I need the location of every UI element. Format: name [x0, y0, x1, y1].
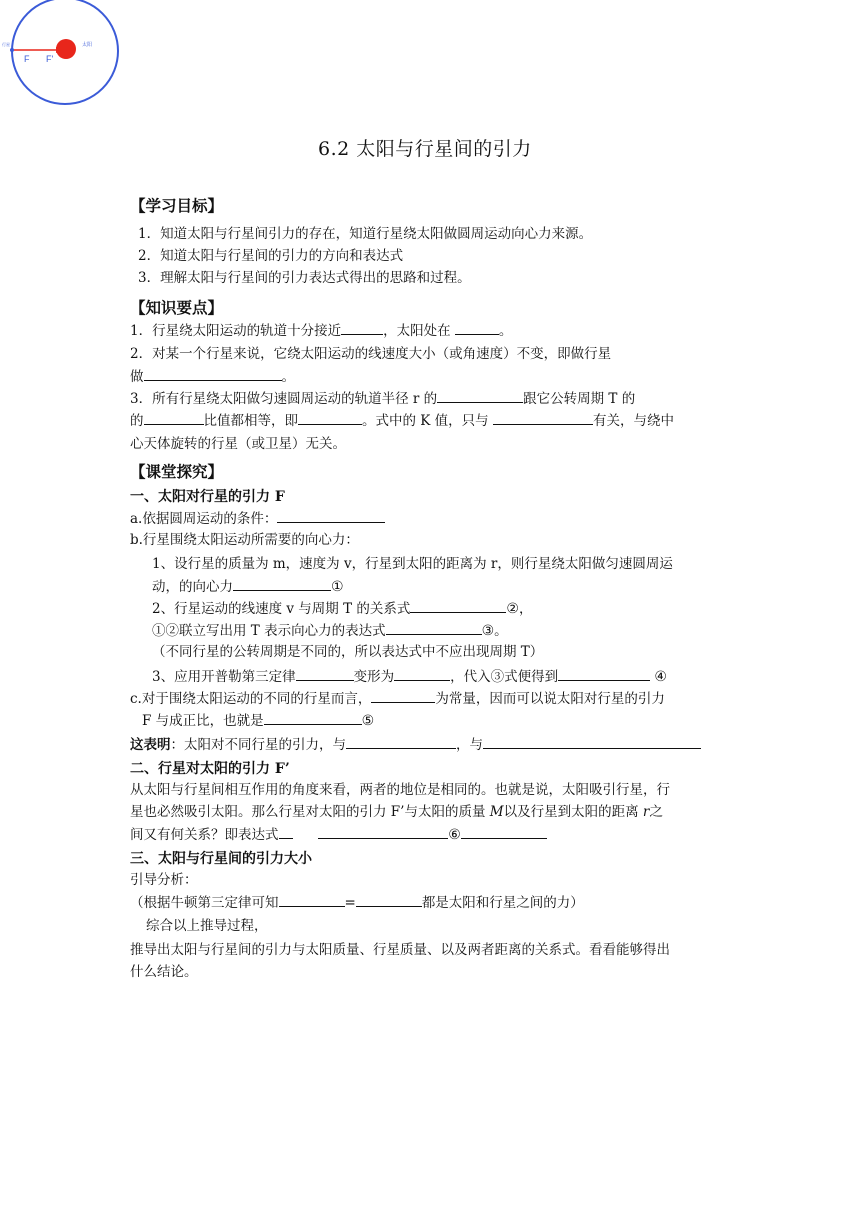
page-title: 6.2 太阳与行星间的引力	[318, 138, 532, 160]
mark-3: ③	[481, 623, 495, 639]
answer-blank[interactable]	[493, 410, 593, 425]
answer-blank[interactable]	[461, 824, 547, 839]
section-2-heading: 二、行星对太阳的引力 F’	[130, 761, 290, 777]
answer-blank[interactable]	[356, 892, 422, 907]
answer-blank[interactable]	[346, 734, 456, 749]
text: F 与成正比，也就是	[142, 713, 264, 729]
explore-b1b	[152, 576, 344, 597]
knowledge-line-3b	[130, 410, 674, 431]
text: =	[344, 895, 356, 911]
section-3-d3: 综合以上推导过程，	[146, 918, 268, 934]
knowledge-line-3c: 心天体旋转的行星（或卫星）无关。	[130, 436, 346, 452]
knowledge-line-2b	[130, 366, 295, 387]
section-3-d1: 引导分析：	[130, 872, 198, 888]
answer-blank[interactable]	[386, 620, 482, 635]
explore-c2	[142, 710, 374, 731]
text: ，代入③式便得到	[450, 669, 559, 685]
text: 之	[649, 804, 663, 820]
label-planet: 行星	[2, 42, 10, 47]
explore-b3	[152, 620, 508, 641]
text: ：太阳对不同行星的引力，与	[170, 737, 346, 753]
goal-item: 1．知道太阳与行星间引力的存在，知道行星绕太阳做圆周运动向心力来源。	[138, 226, 593, 242]
answer-blank[interactable]	[558, 666, 650, 681]
text: （根据牛顿第三定律可知	[130, 895, 279, 911]
text: 做	[130, 369, 144, 385]
section-1-heading: 一、太阳对行星的引力 F	[130, 489, 285, 505]
goal-item: 3．理解太阳与行星间的引力表达式得出的思路和过程。	[138, 270, 471, 286]
orbit-diagram	[0, 0, 124, 108]
text: 比值都相等，即	[203, 413, 298, 429]
text: 有关，与绕中	[592, 413, 674, 429]
explore-c1	[130, 688, 665, 709]
section-2-p1: 从太阳与行星间相互作用的角度来看，两者的地位是相同的。也就是说，太阳吸引行星，行	[130, 782, 670, 798]
text: 间又有何关系？即表达式	[130, 827, 279, 843]
text: ，	[518, 601, 533, 617]
explore-b: b.行星围绕太阳运动所需要的向心力：	[130, 532, 359, 548]
text: 跟它公转周期 T 的	[523, 391, 636, 407]
planet-icon	[10, 48, 14, 52]
goal-item: 2．知道太阳与行星间的引力的方向和表达式	[138, 248, 404, 264]
text: ，太阳处在	[383, 323, 451, 339]
explore-heading: 【课堂探究】	[130, 462, 224, 481]
text: c.对于围绕太阳运动的不同的行星而言，	[130, 691, 372, 707]
text: 以及行星到太阳的距离	[503, 804, 643, 820]
answer-blank[interactable]	[318, 824, 448, 839]
answer-blank[interactable]	[371, 688, 435, 703]
text: M	[489, 804, 504, 820]
knowledge-line-2: 2．对某一个行星来说，它绕太阳运动的线速度大小（或角速度）不变，即做行星	[130, 346, 612, 362]
text: 变形为	[353, 669, 395, 685]
answer-blank[interactable]	[455, 320, 499, 335]
explore-b1: 1、设行星的质量为 m，速度为 v，行星到太阳的距离为 r，则行星绕太阳做匀速圆周运	[152, 556, 673, 572]
text: 。式中的 K 值，只与	[362, 413, 489, 429]
explore-b4	[152, 666, 667, 687]
knowledge-line-1	[130, 320, 512, 341]
text: 为常量，因而可以说太阳对行星的引力	[435, 691, 665, 707]
text: 。	[494, 623, 508, 639]
text: 。	[281, 369, 295, 385]
answer-blank[interactable]	[394, 666, 450, 681]
text: 都是太阳和行星之间的力）	[421, 895, 584, 911]
answer-blank[interactable]	[296, 666, 354, 681]
text: 3、应用开普勒第三定律	[152, 669, 296, 685]
text: a.依据圆周运动的条件：	[130, 511, 278, 527]
label-f-left: F	[24, 54, 30, 64]
section-2-p3	[130, 824, 547, 845]
mark-2: ②	[506, 601, 519, 617]
mark-5: ⑤	[361, 713, 375, 729]
text: 1．行星绕太阳运动的轨道十分接近	[130, 323, 342, 339]
text: r	[642, 804, 650, 820]
text: ，与	[456, 737, 483, 753]
answer-blank[interactable]	[277, 508, 385, 523]
knowledge-heading: 【知识要点】	[130, 298, 224, 317]
text: 。	[498, 323, 513, 339]
answer-blank[interactable]	[410, 598, 506, 613]
label-f-right: F'	[46, 54, 54, 64]
explore-show	[130, 734, 701, 755]
goals-heading: 【学习目标】	[130, 196, 224, 215]
explore-note: （不同行星的公转周期是不同的，所以表达式中不应出现周期 T）	[152, 644, 544, 660]
answer-blank[interactable]	[483, 734, 701, 749]
text: 动，的向心力	[152, 579, 233, 595]
answer-blank[interactable]	[144, 366, 282, 381]
explore-b2	[152, 598, 532, 619]
answer-blank[interactable]	[144, 410, 204, 425]
text: 的	[130, 413, 144, 429]
answer-blank[interactable]	[279, 892, 345, 907]
answer-blank[interactable]	[279, 824, 293, 839]
section-2-p2	[130, 802, 663, 822]
answer-blank[interactable]	[341, 320, 383, 335]
knowledge-line-3	[130, 388, 635, 409]
answer-blank[interactable]	[264, 710, 362, 725]
section-3-d4: 推导出太阳与行星间的引力与太阳质量、行星质量、以及两者距离的关系式。看看能够得出	[130, 942, 670, 958]
answer-blank[interactable]	[233, 576, 331, 591]
label-sun: 太阳	[82, 42, 93, 48]
explore-a	[130, 508, 385, 529]
section-3-heading: 三、太阳与行星间的引力大小	[130, 851, 312, 867]
mark-1: ①	[331, 579, 344, 595]
answer-blank[interactable]	[437, 388, 523, 403]
text: 3．所有行星绕太阳做匀速圆周运动的轨道半径 r 的	[130, 391, 438, 407]
section-3-d2	[130, 892, 584, 913]
text: ①②联立写出用 T 表示向心力的表达式	[152, 623, 386, 639]
mark-4: ④	[654, 669, 667, 685]
answer-blank[interactable]	[298, 410, 362, 425]
text: 星也必然吸引太阳。那么行星对太阳的引力 F’与太阳的质量	[130, 804, 490, 820]
section-3-d5: 什么结论。	[130, 964, 198, 980]
text: 这表明	[130, 737, 171, 753]
text: 2、行星运动的线速度 v 与周期 T 的关系式	[152, 601, 411, 617]
mark-6: ⑥	[448, 827, 461, 843]
